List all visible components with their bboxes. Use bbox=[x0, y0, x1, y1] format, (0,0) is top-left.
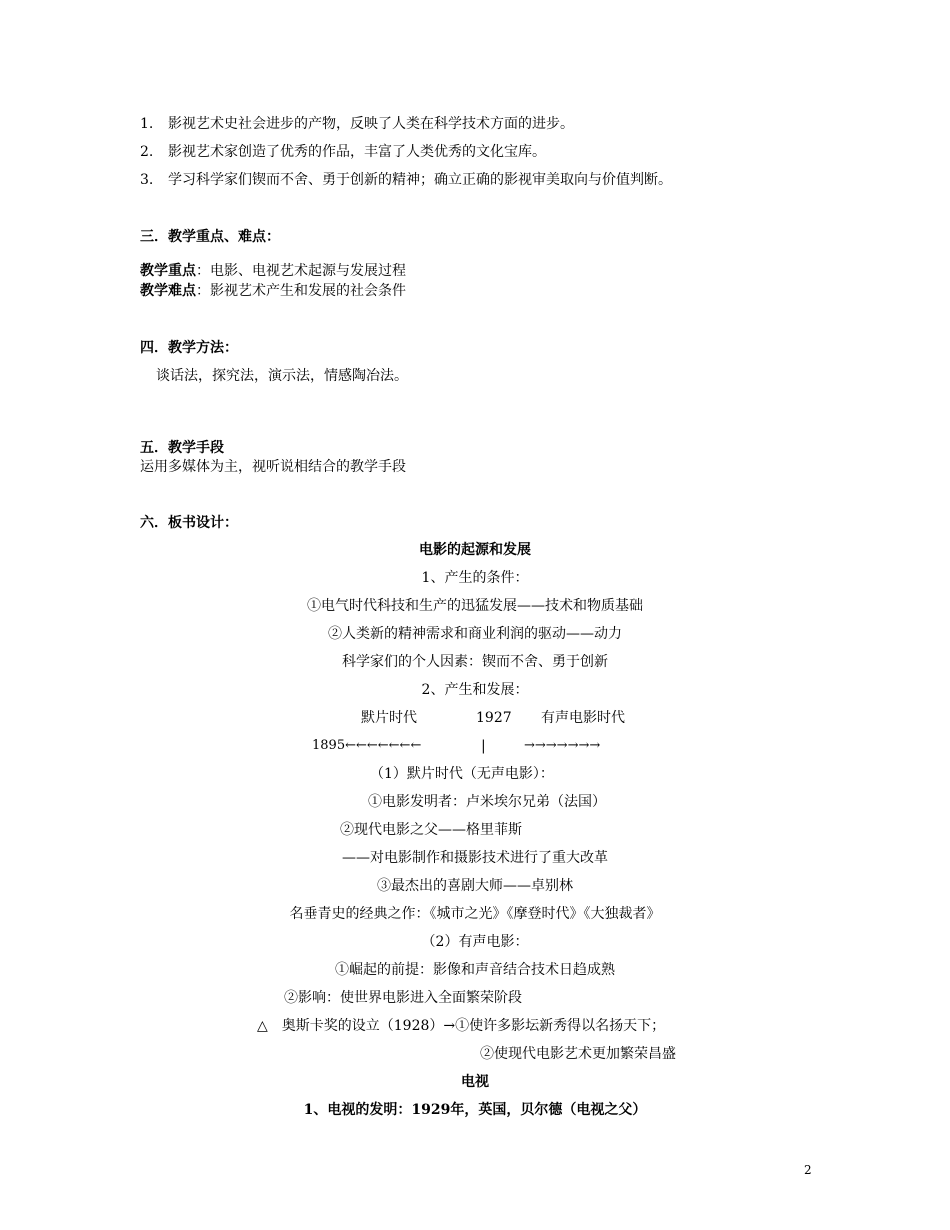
page-number: 2 bbox=[804, 1163, 812, 1177]
board-line: 2、产生和发展： bbox=[421, 682, 529, 698]
board-title: 电影的起源和发展 bbox=[419, 542, 531, 558]
section-heading-board-design: 六．板书设计： bbox=[140, 515, 238, 531]
objective-number: 3. bbox=[140, 172, 154, 188]
objective-number: 2. bbox=[140, 144, 154, 160]
objective-text: 影视艺术史社会进步的产物，反映了人类在科学技术方面的进步。 bbox=[168, 116, 574, 132]
timeline-left-arrows: 1895←←←←←←← bbox=[312, 738, 422, 753]
board-line: （1）默片时代（无声电影）： bbox=[370, 766, 554, 782]
objective-item bbox=[140, 114, 574, 134]
section-heading-methods: 四．教学方法： bbox=[140, 340, 238, 356]
tv-title: 电视 bbox=[461, 1074, 489, 1090]
objective-item bbox=[140, 142, 546, 162]
objective-number: 1. bbox=[140, 116, 154, 132]
timeline-silent-label: 默片时代 bbox=[361, 710, 417, 726]
board-line: ——对电影制作和摄影技术进行了重大改革 bbox=[342, 850, 608, 866]
timeline-divider: | bbox=[481, 738, 486, 754]
key-point-text: ：电影、电视艺术起源与发展过程 bbox=[196, 263, 406, 279]
means-text: 运用多媒体为主，视听说相结合的教学手段 bbox=[140, 459, 406, 475]
board-line: ②影响：使世界电影进入全面繁荣阶段 bbox=[284, 990, 522, 1006]
key-point-label: 教学重点 bbox=[140, 263, 196, 279]
board-line: 科学家们的个人因素：锲而不舍、勇于创新 bbox=[342, 654, 608, 670]
difficulty-line bbox=[140, 281, 406, 301]
section-heading-means: 五．教学手段 bbox=[140, 440, 224, 456]
section-heading-key-points: 三．教学重点、难点： bbox=[140, 229, 280, 245]
difficulty-label: 教学难点 bbox=[140, 283, 196, 299]
methods-text: 谈话法，探究法，演示法，情感陶冶法。 bbox=[156, 368, 408, 384]
board-line: △ 奥斯卡奖的设立（1928）→①使许多影坛新秀得以名扬天下； bbox=[257, 1018, 666, 1034]
timeline-sound-label: 有声电影时代 bbox=[541, 710, 625, 726]
board-line: ①电气时代科技和生产的迅猛发展——技术和物质基础 bbox=[307, 598, 643, 614]
objective-text: 影视艺术家创造了优秀的作品，丰富了人类优秀的文化宝库。 bbox=[168, 144, 546, 160]
board-line: ②现代电影之父——格里菲斯 bbox=[340, 822, 522, 838]
board-line: ①电影发明者：卢米埃尔兄弟（法国） bbox=[368, 794, 606, 810]
tv-line: 1、电视的发明：1929年，英国，贝尔德（电视之父） bbox=[303, 1102, 647, 1118]
board-line: 名垂青史的经典之作：《城市之光》《摩登时代》《大独裁者》 bbox=[289, 906, 661, 922]
difficulty-text: ：影视艺术产生和发展的社会条件 bbox=[196, 283, 406, 299]
board-line: ①崛起的前提：影像和声音结合技术日趋成熟 bbox=[335, 962, 615, 978]
objective-text: 学习科学家们锲而不舍、勇于创新的精神；确立正确的影视审美取向与价值判断。 bbox=[168, 172, 672, 188]
board-line: （2）有声电影： bbox=[421, 934, 529, 950]
key-point-line bbox=[140, 261, 406, 281]
board-line: 1、产生的条件： bbox=[421, 570, 529, 586]
board-line: ②人类新的精神需求和商业利润的驱动——动力 bbox=[328, 626, 622, 642]
board-line: ②使现代电影艺术更加繁荣昌盛 bbox=[480, 1046, 676, 1062]
timeline-right-arrows: →→→→→→→ bbox=[524, 738, 601, 753]
board-line: ③最杰出的喜剧大师——卓别林 bbox=[377, 878, 573, 894]
timeline-year-label: 1927 bbox=[476, 710, 512, 726]
objective-item bbox=[140, 170, 672, 190]
